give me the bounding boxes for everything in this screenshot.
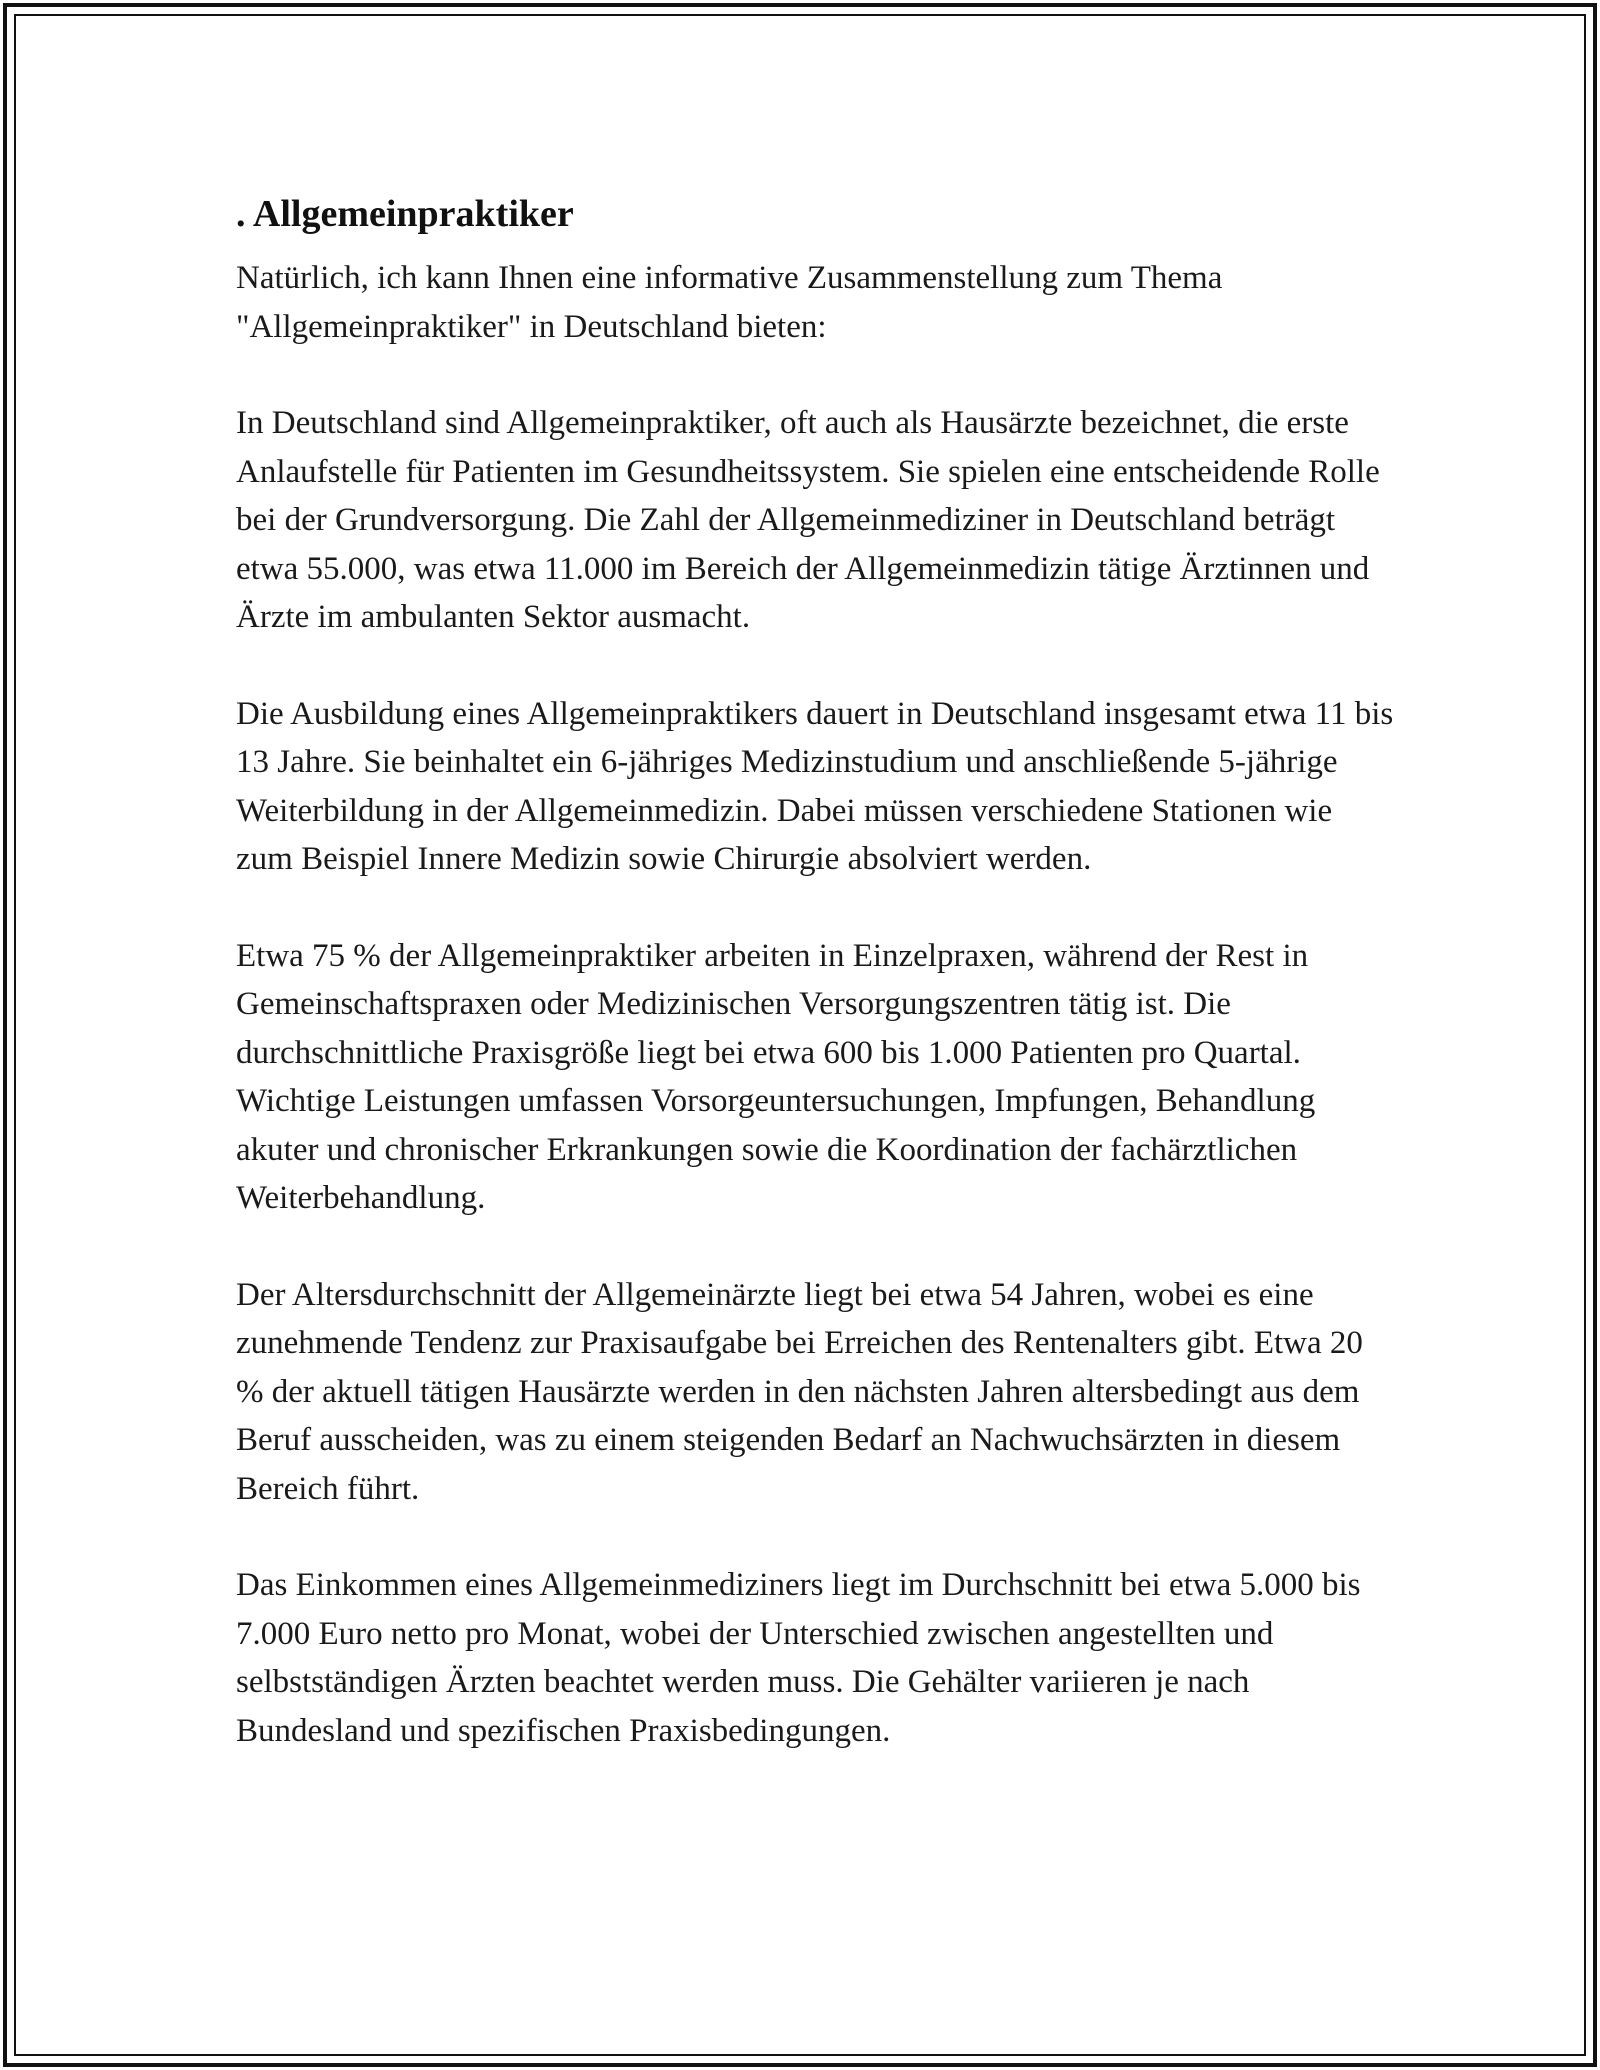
paragraph-age: Der Altersdurchschnitt der Allgemeinärzte liegt bei etwa 54 Jahren, wobei es eine zunehmende Tendenz zur Praxisaufgabe bei Erreichen des Rentenalters gibt. Etwa 20 % der aktuell tätigen Hausärzte werden in den nächsten Jahren altersbedingt aus dem Beruf ausscheiden, was zu einem steigenden Bedarf an Nachwuchsärzten in diesem Bereich führt. [236, 1276, 1363, 1507]
paragraph-intro: Natürlich, ich kann Ihnen eine informative Zusammenstellung zum Thema "Allgemeinpraktiker" in Deutschland bieten: [236, 260, 1223, 345]
paragraph-practice: Etwa 75 % der Allgemeinpraktiker arbeiten in Einzelpraxen, während der Rest in Gemeinschaftspraxen oder Medizinischen Versorgungszentren tätig ist. Die durchschnittliche Praxisgröße liegt bei etwa 600 bis 1.000 Patienten pro Quartal. Wichtige Leistungen umfassen Vorsorgeuntersuchungen, Impfungen, Behandlung akuter und chronischer Erkrankungen sowie die Koordination der fachärztlichen Weiterbehandlung. [236, 937, 1316, 1216]
document-body [236, 186, 1396, 1803]
paragraph-training: Die Ausbildung eines Allgemeinpraktikers dauert in Deutschland insgesamt etwa 11 bis 13 Jahre. Sie beinhaltet ein 6-jähriges Medizinstudium und anschließende 5-jährige Weiterbildung in der Allgemeinmedizin. Dabei müssen verschiedene Stationen wie zum Beispiel Innere Medizin sowie Chirurgie absolviert werden. [236, 695, 1394, 877]
document-title: . Allgemeinpraktiker [236, 193, 574, 235]
paragraph-overview: In Deutschland sind Allgemeinpraktiker, oft auch als Hausärzte bezeichnet, die erste Anlaufstelle für Patienten im Gesundheitssystem. Sie spielen eine entscheidende Rolle bei der Grundversorgung. Die Zahl der Allgemeinmediziner in Deutschland beträgt etwa 55.000, was etwa 11.000 im Bereich der Allgemeinmedizin tätige Ärztinnen und Ärzte im ambulanten Sektor ausmacht. [236, 405, 1380, 635]
paragraph-income: Das Einkommen eines Allgemeinmediziners liegt im Durchschnitt bei etwa 5.000 bis 7.000 Euro netto pro Monat, wobei der Unterschied zwischen angestellten und selbstständigen Ärzten beachtet werden muss. Die Gehälter variieren je nach Bundesland und spezifischen Praxisbedingungen. [236, 1567, 1361, 1749]
